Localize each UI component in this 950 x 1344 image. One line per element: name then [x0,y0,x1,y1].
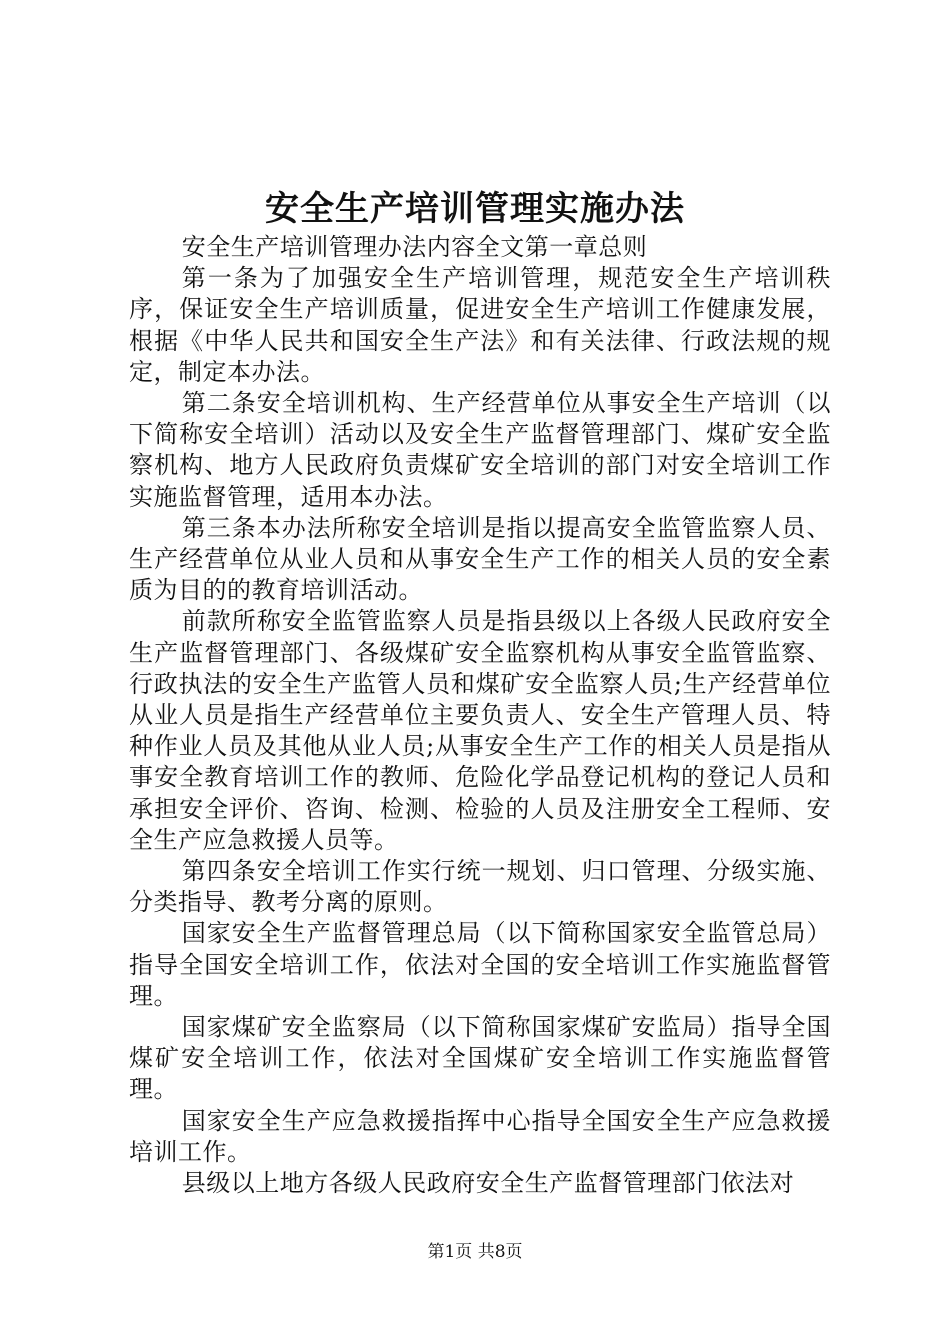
paragraph: 国家煤矿安全监察局（以下简称国家煤矿安监局）指导全国煤矿安全培训工作，依法对全国煤矿安全培训工作实施监督管理。 [129,1013,831,1104]
page-footer: 第1页 共8页 [427,1242,523,1262]
paragraph: 国家安全生产应急救援指挥中心指导全国安全生产应急救援培训工作。 [129,1106,831,1166]
paragraph: 第一条为了加强安全生产培训管理，规范安全生产培训秩序，保证安全生产培训质量，促进安全生产培训工作健康发展，根据《中华人民共和国安全生产法》和有关法律、行政法规的规定，制定本办法。 [129,264,831,386]
paragraph: 安全生产培训管理办法内容全文第一章总则 [181,233,648,261]
paragraph: 国家安全生产监督管理总局（以下简称国家安全监管总局）指导全国安全培训工作，依法对全国的安全培训工作实施监督管理。 [129,919,831,1010]
paragraph: 第二条安全培训机构、生产经营单位从事安全生产培训（以下简称安全培训）活动以及安全生产监督管理部门、煤矿安全监察机构、地方人民政府负责煤矿安全培训的部门对安全培训工作实施监督管理，适用本办法。 [129,389,831,511]
paragraph: 第四条安全培训工作实行统一规划、归口管理、分级实施、分类指导、教考分离的原则。 [129,857,831,917]
document-title: 安全生产培训管理实施办法 [265,189,685,229]
document-body [129,232,831,1199]
paragraph: 县级以上地方各级人民政府安全生产监督管理部门依法对 [181,1169,795,1198]
paragraph: 第三条本办法所称安全培训是指以提高安全监管监察人员、生产经营单位从业人员和从事安全生产工作的相关人员的安全素质为目的的教育培训活动。 [129,513,831,605]
paragraph: 前款所称安全监管监察人员是指县级以上各级人民政府安全生产监督管理部门、各级煤矿安全监察机构从事安全监管监察、行政执法的安全生产监管人员和煤矿安全监察人员;生产经营单位从业人员是指生产经营单位主要负责人、安全生产管理人员、特种作业人员及其他从业人员;从事安全生产工作的相关人员是指从事安全教育培训工作的教师、危险化学品登记机构的登记人员和承担安全评价、咨询、检测、检验的人员及注册安全工程师、安全生产应急救援人员等。 [129,607,831,854]
